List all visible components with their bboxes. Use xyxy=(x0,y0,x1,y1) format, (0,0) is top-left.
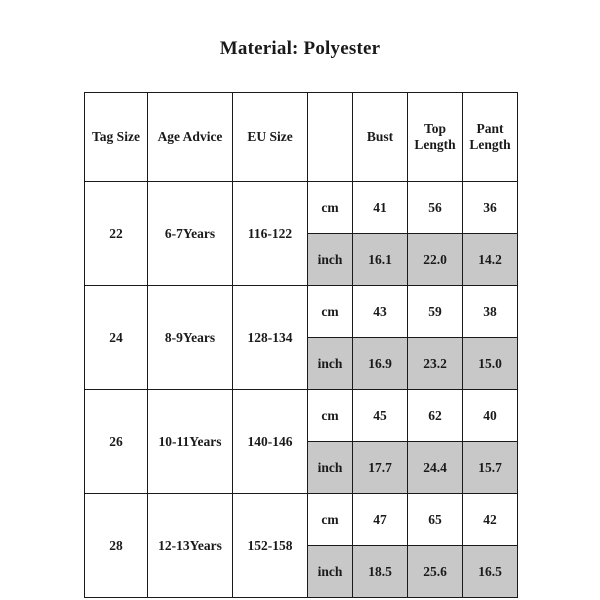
cell-eu-size: 116-122 xyxy=(233,182,308,286)
header-eu-size: EU Size xyxy=(233,93,308,182)
cell-unit-inch: inch xyxy=(308,234,353,286)
cell-unit-cm: cm xyxy=(308,182,353,234)
cell-pant-length-cm: 38 xyxy=(463,286,518,338)
cell-unit-inch: inch xyxy=(308,338,353,390)
page-title: Material: Polyester xyxy=(219,38,381,59)
cell-pant-length-cm: 42 xyxy=(463,494,518,546)
cell-bust-inch: 16.9 xyxy=(353,338,408,390)
cell-top-length-cm: 59 xyxy=(408,286,463,338)
cell-age-advice: 10-11Years xyxy=(148,390,233,494)
cell-bust-cm: 41 xyxy=(353,182,408,234)
cell-bust-cm: 43 xyxy=(353,286,408,338)
cell-eu-size: 128-134 xyxy=(233,286,308,390)
cell-pant-length-cm: 36 xyxy=(463,182,518,234)
cell-eu-size: 140-146 xyxy=(233,390,308,494)
cell-tag-size: 26 xyxy=(85,390,148,494)
cell-tag-size: 28 xyxy=(85,494,148,598)
cell-bust-inch: 18.5 xyxy=(353,546,408,598)
cell-top-length-inch: 23.2 xyxy=(408,338,463,390)
cell-top-length-cm: 56 xyxy=(408,182,463,234)
cell-top-length-inch: 25.6 xyxy=(408,546,463,598)
table-row xyxy=(85,494,518,546)
header-tag-size: Tag Size xyxy=(85,93,148,182)
cell-unit-cm: cm xyxy=(308,286,353,338)
cell-unit-inch: inch xyxy=(308,546,353,598)
table-header-row xyxy=(85,93,518,182)
header-top-length-line2: Length xyxy=(414,137,456,152)
cell-tag-size: 24 xyxy=(85,286,148,390)
cell-unit-cm: cm xyxy=(308,390,353,442)
cell-age-advice: 8-9Years xyxy=(148,286,233,390)
cell-bust-cm: 47 xyxy=(353,494,408,546)
cell-top-length-inch: 22.0 xyxy=(408,234,463,286)
header-top-length xyxy=(408,93,463,182)
header-age-advice: Age Advice xyxy=(148,93,233,182)
size-table xyxy=(84,92,518,598)
cell-tag-size: 22 xyxy=(85,182,148,286)
header-pant-length-line1: Pant xyxy=(476,121,504,137)
cell-pant-length-inch: 15.7 xyxy=(463,442,518,494)
table-row xyxy=(85,182,518,234)
cell-bust-inch: 16.1 xyxy=(353,234,408,286)
cell-top-length-cm: 65 xyxy=(408,494,463,546)
cell-bust-inch: 17.7 xyxy=(353,442,408,494)
header-pant-length xyxy=(463,93,518,182)
cell-top-length-cm: 62 xyxy=(408,390,463,442)
cell-age-advice: 6-7Years xyxy=(148,182,233,286)
cell-unit-cm: cm xyxy=(308,494,353,546)
table-body xyxy=(85,182,518,598)
cell-bust-cm: 45 xyxy=(353,390,408,442)
cell-pant-length-inch: 14.2 xyxy=(463,234,518,286)
cell-top-length-inch: 24.4 xyxy=(408,442,463,494)
table-row xyxy=(85,286,518,338)
header-unit xyxy=(308,93,353,182)
table-row xyxy=(85,390,518,442)
cell-unit-inch: inch xyxy=(308,442,353,494)
cell-pant-length-inch: 16.5 xyxy=(463,546,518,598)
header-pant-length-line2: Length xyxy=(469,137,511,152)
cell-pant-length-inch: 15.0 xyxy=(463,338,518,390)
header-bust: Bust xyxy=(353,93,408,182)
table-header xyxy=(85,93,518,182)
cell-age-advice: 12-13Years xyxy=(148,494,233,598)
cell-pant-length-cm: 40 xyxy=(463,390,518,442)
header-top-length-line1: Top xyxy=(423,121,447,137)
cell-eu-size: 152-158 xyxy=(233,494,308,598)
